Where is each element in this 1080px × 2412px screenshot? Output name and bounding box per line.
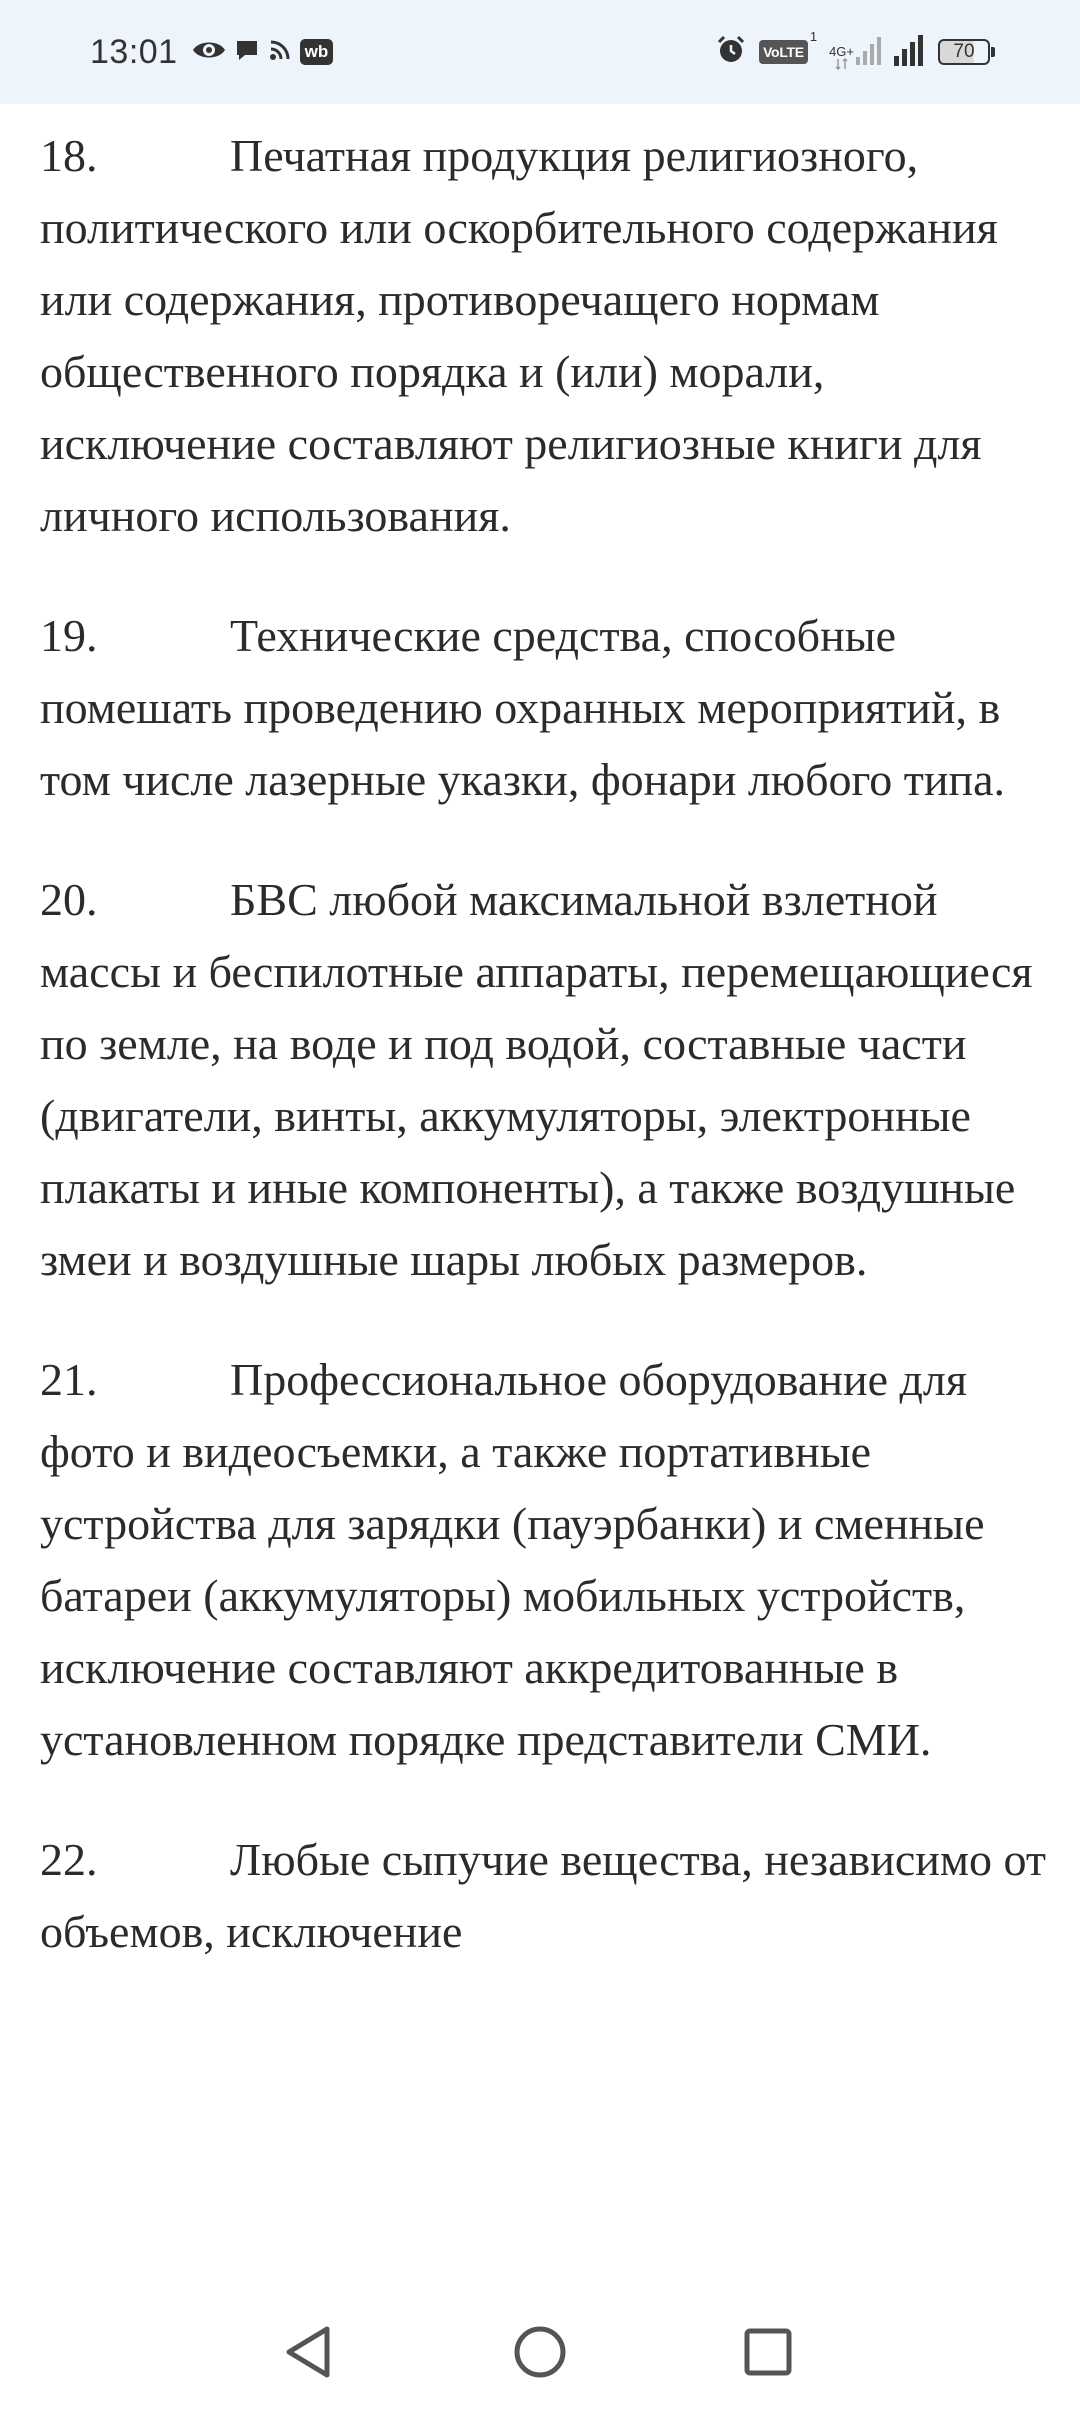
status-bar: [0, 0, 1080, 104]
item-number: 19.: [40, 610, 98, 661]
alarm-clock-icon: [715, 34, 747, 71]
status-notification-icons: [192, 37, 334, 68]
sim-index: 1: [809, 28, 818, 44]
list-item: [40, 600, 1050, 816]
back-triangle-icon[interactable]: [272, 2316, 344, 2388]
item-number: 21.: [40, 1354, 98, 1405]
item-text: БВС любой максимальной взлетной массы и беспилотные аппараты, перемещающиеся по земле, на воде и под водой, составные части (двигатели, винты, аккумуляторы, электронные плакаты и иные компоненты), а также воздушные змеи и воздушные шары любых размеров.: [40, 874, 1033, 1285]
status-system-icons: [715, 0, 990, 104]
item-text: Профессиональное оборудование для фото и видеосъемки, а также портативные устройства для зарядки (пауэрбанки) и сменные батареи (аккумуляторы) мобильных устройств, исключение составляют аккредитованные в установленном порядке представители СМИ.: [40, 1354, 985, 1765]
status-time: 13:01: [90, 32, 178, 71]
volte-badge: VoLTE: [759, 40, 808, 64]
wb-app-icon: wb: [300, 39, 334, 65]
signal-strength-sim1-icon: [856, 35, 882, 70]
eye-icon: [192, 38, 226, 67]
list-item: [40, 1344, 1050, 1776]
signal-strength-sim2-icon: [894, 34, 926, 71]
rss-icon: [268, 38, 292, 67]
list-item: [40, 120, 1050, 552]
list-item: [40, 864, 1050, 1296]
item-number: 22.: [40, 1834, 98, 1885]
item-text: Любые сыпучие вещества, независимо от объемов, исключение: [40, 1834, 1046, 1957]
item-number: 20.: [40, 874, 98, 925]
recents-square-icon[interactable]: [732, 2316, 804, 2388]
list-item: [40, 1824, 1050, 1968]
chat-bubble-icon: [234, 37, 260, 68]
home-circle-icon[interactable]: [504, 2316, 576, 2388]
battery-indicator: 70: [938, 39, 990, 65]
item-text: Печатная продукция религиозного, политического или оскорбительного содержания или содержания, противоречащего нормам общественного порядка и (или) морали, исключение составляют религиозные книги для личного использования.: [40, 130, 998, 541]
article-content: [40, 120, 1050, 2292]
network-type: 4G+: [829, 45, 854, 70]
item-text: Технические средства, способные помешать проведению охранных мероприятий, в том числе лазерные указки, фонари любого типа.: [40, 610, 1006, 805]
item-number: 18.: [40, 130, 98, 181]
navigation-bar: [0, 2292, 1080, 2412]
